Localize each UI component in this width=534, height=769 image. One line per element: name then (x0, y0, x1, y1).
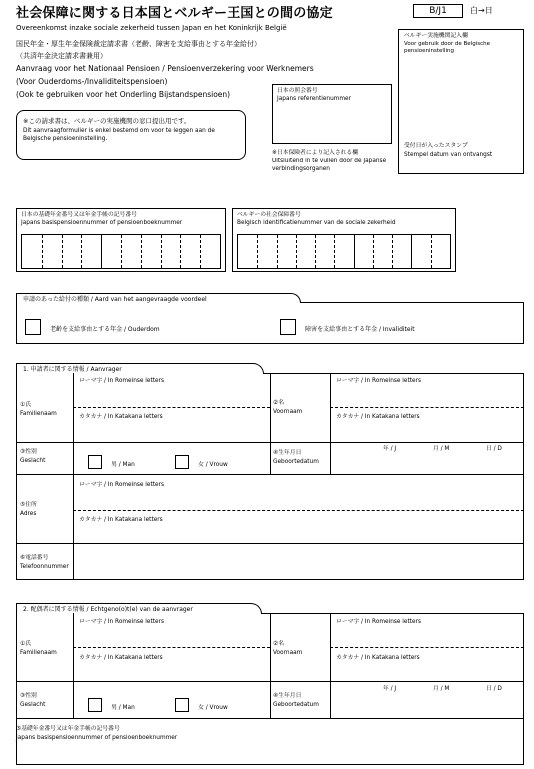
applicant-given-roman-hint: ローマ字 / In Romeinse letters (336, 378, 421, 384)
form-name-nl2: (Voor Ouderdoms-/Invaliditeitspensioen) (16, 77, 168, 86)
applicant-given-kana-hint: カタカナ / In Katakana letters (336, 414, 420, 420)
spouse-female-label: 女 / Vrouw (198, 705, 228, 711)
ref-number-label-jp: 日本の照会番号 (277, 88, 318, 94)
applicant-phone-label-nl: Telefoonnummer (20, 564, 69, 570)
digit-cell-divider (431, 235, 432, 268)
be-social-number-box[interactable] (232, 208, 456, 272)
digit-cell-divider (200, 235, 201, 268)
stamp-label-nl: Stempel datum van ontvangst (404, 152, 493, 158)
spouse-surname-label-nl: Familienaam (20, 650, 57, 656)
applicant-dob-month: 月 / M (433, 446, 450, 452)
spouse-female-checkbox[interactable] (175, 698, 189, 712)
applicant-surname-kana-hint: カタカナ / In Katakana letters (79, 414, 163, 420)
old-age-checkbox[interactable] (25, 319, 41, 335)
spouse-female-option[interactable] (175, 694, 228, 713)
spouse-male-checkbox[interactable] (88, 698, 102, 712)
invalidity-label: 障害を支給事由とする年金 / Invaliditeit (305, 326, 415, 333)
jp-only-note-nl: Uitsluitend in te vullen door de Japanse verbindingsorganen (272, 158, 387, 172)
be-social-label-nl: Belgisch identificatienummer van de sociale zekerheid (237, 219, 396, 226)
applicant-dob-day: 日 / D (486, 446, 502, 452)
jp-pension-label-jp: 日本の基礎年金番号又は年金手帳の記号番号 (21, 212, 137, 218)
spouse-given-kana-hint: カタカナ / In Katakana letters (336, 655, 420, 661)
belgian-institution-box[interactable] (398, 29, 524, 174)
digit-cell-divider (161, 235, 162, 268)
spouse-dob-label-nl: Geboortedatum (273, 702, 319, 708)
applicant-address-roman-hint: ローマ字 / In Romeinse letters (79, 482, 164, 488)
spouse-given-label-nl: Voornaam (273, 650, 303, 656)
stamp-label-jp: 受付日が入ったスタンプ (404, 143, 468, 149)
form-name-jp2: （共済年金決定請求書兼用） (16, 52, 107, 60)
agreement-line-nl: Overeenkomst inzake sociale zekerheid tussen Japan en het Koninkrijk België (16, 24, 287, 32)
form-code-box: B/J1 (413, 4, 463, 18)
applicant-male-option[interactable] (88, 451, 135, 470)
notice-box (16, 110, 246, 160)
applicant-surname-roman-hint: ローマ字 / In Romeinse letters (79, 378, 164, 384)
applicant-surname-label-nl: Familienaam (20, 411, 57, 417)
applicant-address-label-nl: Adres (20, 511, 37, 517)
notice-nl: Dit aanvraagformulier is enkel bestemd om voor te leggen aan de Belgische pensioeninstelling. (23, 128, 215, 142)
applicant-phone-label-jp: ⑥電話番号 (20, 555, 49, 561)
spouse-dob-label-jp: ④生年月日 (273, 693, 302, 699)
be-social-label-jp: ベルギーの社会保障番号 (237, 212, 301, 218)
digit-cell-divider (141, 235, 142, 268)
applicant-dob-label-nl: Geboortedatum (273, 459, 319, 465)
direction-label: 白→日 (470, 6, 493, 15)
form-name-nl3: (Ook te gebruiken voor het Onderling Bijstandspensioen) (16, 90, 231, 99)
spouse-dob-year: 年 / J (383, 686, 397, 692)
spouse-male-option[interactable] (88, 694, 135, 713)
digit-cell-divider (296, 235, 297, 268)
applicant-tab: 1. 申請者に関する情報 / Aanvrager (16, 363, 264, 374)
ref-number-label-nl: Japans referentienummer (277, 95, 351, 102)
applicant-male-label: 男 / Man (111, 462, 135, 468)
applicant-sex-label-jp: ③性別 (20, 449, 37, 455)
applicant-address-kana-hint: カタカナ / In Katakana letters (79, 517, 163, 523)
applicant-address-label-jp: ⑤住所 (20, 502, 37, 508)
digit-cell-divider (392, 235, 393, 268)
spouse-sex-label-jp: ③性別 (20, 693, 37, 699)
applicant-sex-label-nl: Geslacht (20, 458, 46, 464)
belgian-box-label-nl: Voor gebruik door de Belgische pensioeninstelling (404, 40, 490, 54)
old-age-option[interactable] (25, 316, 160, 335)
spouse-dob-day: 日 / D (486, 686, 502, 692)
digit-cell-divider (62, 235, 63, 268)
ref-number-box[interactable] (272, 84, 392, 144)
jp-only-note-jp: ※日本保険者により記入される欄 (272, 150, 359, 156)
digit-cell-divider (81, 235, 82, 268)
form-name-nl: Aanvraag voor het Nationaal Pensioen / Pensioenverzekering voor Werknemers (16, 64, 314, 73)
applicant-given-label-nl: Voornaam (273, 409, 303, 415)
digit-cell-divider (411, 235, 412, 268)
applicant-female-option[interactable] (175, 451, 228, 470)
digit-cell-divider (180, 235, 181, 268)
digit-cell-divider (373, 235, 374, 268)
spouse-given-label-jp: ②名 (273, 641, 284, 647)
applicant-surname-label-jp: ①氏 (20, 402, 31, 408)
jp-pension-number-box[interactable] (16, 208, 226, 272)
digit-cell-divider (315, 235, 316, 268)
belgian-box-label-jp: ベルギー実施機関記入欄 (404, 33, 468, 39)
old-age-label: 老齢を支給事由とする年金 / Ouderdom (50, 326, 160, 333)
digit-cell-divider (121, 235, 122, 268)
pension-type-tab: 申請のあった給付の種類 / Aard van het aangevraagde voordeel (16, 293, 301, 303)
invalidity-option[interactable] (280, 316, 415, 335)
form-name-jp: 国民年金・厚生年金保険裁定請求書（老齢、障害を支給事由とする年金給付） (16, 40, 261, 48)
jp-pension-label-nl: Japans basispensioennummer of pensioenboeknummer (21, 219, 183, 226)
applicant-male-checkbox[interactable] (88, 455, 102, 469)
spouse-sex-label-nl: Geslacht (20, 702, 46, 708)
spouse-surname-label-jp: ①氏 (20, 641, 31, 647)
digit-cell-divider (354, 235, 355, 268)
page-title: 社会保障に関する日本国とベルギー王国との間の協定 (16, 6, 333, 21)
spouse-male-label: 男 / Man (111, 705, 135, 711)
applicant-given-label-jp: ②名 (273, 400, 284, 406)
digit-cell-divider (334, 235, 335, 268)
applicant-female-checkbox[interactable] (175, 455, 189, 469)
spouse-surname-roman-hint: ローマ字 / In Romeinse letters (79, 619, 164, 625)
applicant-female-label: 女 / Vrouw (198, 462, 228, 468)
digit-cell-divider (101, 235, 102, 268)
digit-cell-divider (257, 235, 258, 268)
invalidity-checkbox[interactable] (280, 319, 296, 335)
spouse-dob-month: 月 / M (433, 686, 450, 692)
notice-jp: ※この請求書は、ベルギーの実施機関の窓口提出用です。 (23, 117, 191, 125)
spouse-tab: 2. 配偶者に関する情報 / Echtgeno(o)t(e) van de aanvrager (16, 603, 262, 614)
applicant-dob-year: 年 / J (383, 446, 397, 452)
digit-cell-divider (42, 235, 43, 268)
spouse-pension-label-nl: Japans basispensioennummer of pensioenboeknummer (16, 735, 178, 741)
spouse-pension-label-jp: ⑤基礎年金番号又は年金手帳の記号番号 (16, 726, 120, 732)
spouse-given-roman-hint: ローマ字 / In Romeinse letters (336, 619, 421, 625)
applicant-dob-label-jp: ④生年月日 (273, 450, 302, 456)
spouse-surname-kana-hint: カタカナ / In Katakana letters (79, 655, 163, 661)
digit-cell-divider (277, 235, 278, 268)
